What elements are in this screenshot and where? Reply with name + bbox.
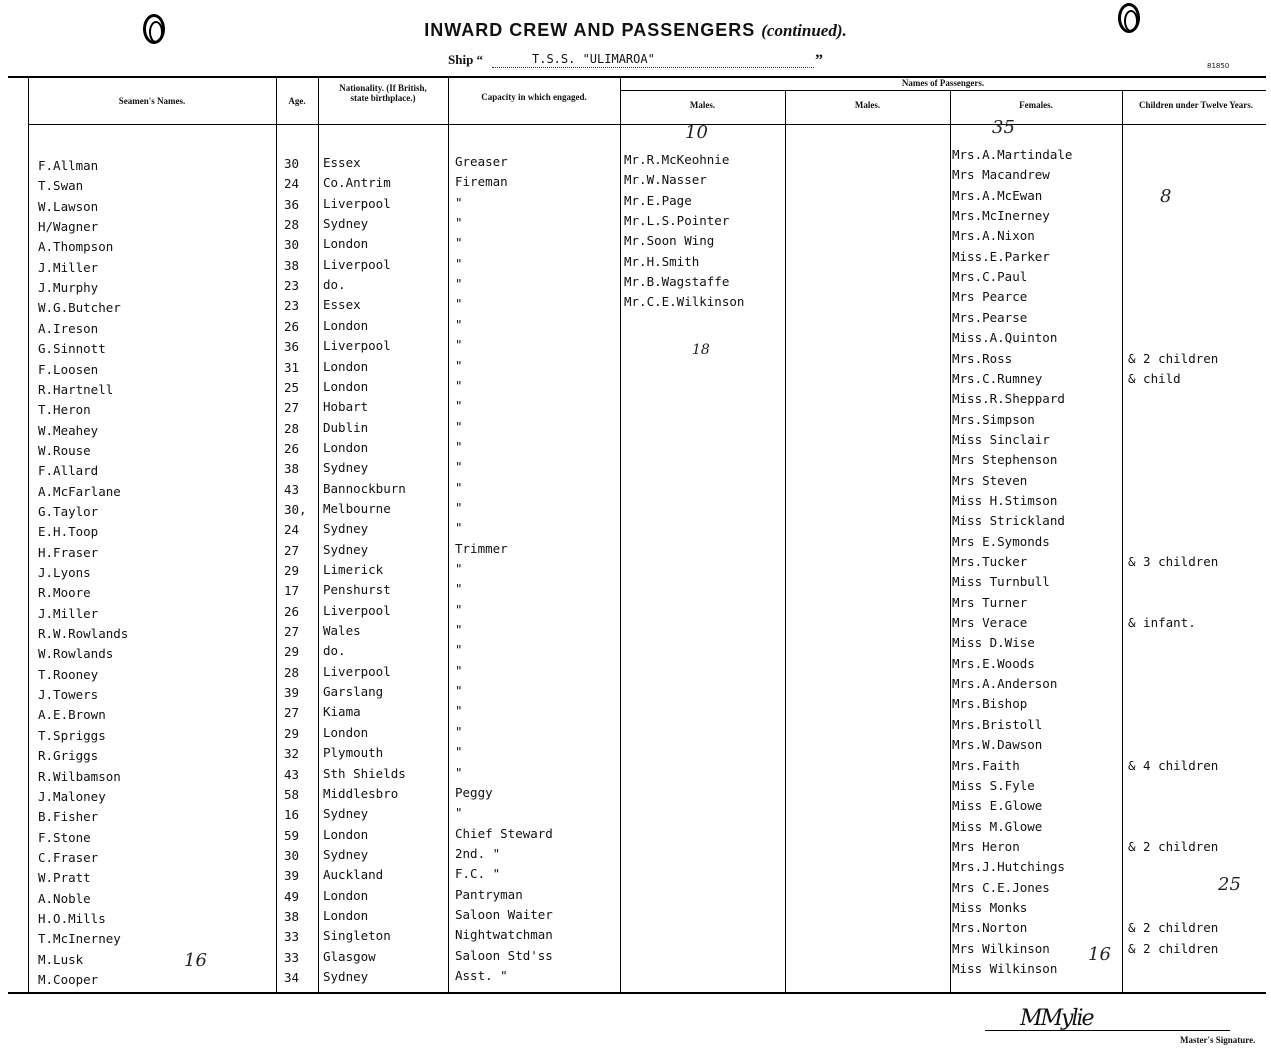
crew-age: 43 xyxy=(284,766,300,782)
pencil-crew-bottom: 16 xyxy=(184,950,207,971)
crew-age: 29 xyxy=(284,725,300,741)
male-passenger: Mr.R.McKeohnie xyxy=(624,152,730,167)
female-passenger: Miss Sinclair xyxy=(952,431,1050,447)
crew-age: 34 xyxy=(284,970,300,985)
crew-name: F.Loosen xyxy=(38,361,99,377)
crew-name: M.Cooper xyxy=(38,972,99,987)
crew-nationality: Hobart xyxy=(323,399,369,415)
header-nationality: Nationality. (If British, state birthplace.) xyxy=(339,83,427,103)
crew-nationality: London xyxy=(323,236,369,252)
crew-nationality: London xyxy=(323,317,369,333)
signature-label: Master's Signature. xyxy=(1180,1035,1256,1045)
crew-nationality: Sydney xyxy=(323,216,369,232)
crew-name: R.Wilbamson xyxy=(38,768,121,784)
crew-nationality: Co.Antrim xyxy=(323,175,391,191)
crew-age: 24 xyxy=(284,176,300,192)
master-signature: MMylie xyxy=(1020,1006,1093,1031)
ship-label: Ship “ xyxy=(448,52,484,67)
crew-name: R.Griggs xyxy=(38,748,99,764)
crew-nationality: Sydney xyxy=(323,521,369,537)
crew-name: J.Miller xyxy=(38,259,99,275)
crew-age: 30, xyxy=(284,501,307,517)
crew-name: J.Maloney xyxy=(38,788,106,804)
children-note: & 2 children xyxy=(1128,940,1219,956)
crew-nationality: Liverpool xyxy=(323,338,391,354)
children-note: & 2 children xyxy=(1128,838,1219,854)
male-passenger: Mr.Soon Wing xyxy=(624,233,715,249)
crew-nationality: London xyxy=(323,378,369,394)
crew-capacity: " xyxy=(455,642,463,658)
crew-capacity: " xyxy=(455,418,463,434)
children-note: & 2 children xyxy=(1128,350,1219,366)
male-passenger: Mr.C.E.Wilkinson xyxy=(624,294,745,310)
crew-capacity: Chief Steward xyxy=(455,825,553,841)
crew-capacity: " xyxy=(455,438,463,454)
crew-age: 36 xyxy=(284,339,300,355)
crew-name: F.Allman xyxy=(38,158,99,173)
female-passenger: Miss H.Stimson xyxy=(952,492,1058,508)
children-note: & 4 children xyxy=(1128,757,1219,773)
crew-name: F.Stone xyxy=(38,829,91,845)
crew-capacity: " xyxy=(455,255,463,271)
female-passenger: Mrs.A.Martindale xyxy=(952,147,1073,162)
crew-age: 39 xyxy=(284,685,300,701)
header-passengers: Names of Passengers. xyxy=(901,78,985,88)
crew-capacity: " xyxy=(455,235,463,251)
page-title xyxy=(0,20,1271,41)
female-passenger: Miss Turnbull xyxy=(952,574,1050,590)
crew-capacity: " xyxy=(455,581,463,597)
crew-capacity: Trimmer xyxy=(455,540,508,556)
crew-nationality: Sydney xyxy=(323,969,369,984)
female-passenger: Mrs.Tucker xyxy=(952,554,1028,569)
female-passenger: Mrs Heron xyxy=(952,838,1020,854)
crew-nationality: Garslang xyxy=(323,684,384,700)
crew-capacity: " xyxy=(455,296,463,312)
crew-capacity: Fireman xyxy=(455,174,508,190)
crew-age: 38 xyxy=(284,461,300,477)
crew-name: R.W.Rowlands xyxy=(38,626,129,642)
crew-name: A.Noble xyxy=(38,890,91,906)
crew-capacity: " xyxy=(455,377,463,393)
crew-name: J.Towers xyxy=(38,687,99,703)
female-passenger: Miss Strickland xyxy=(952,513,1065,529)
crew-capacity: Saloon Waiter xyxy=(455,906,553,922)
crew-capacity: Greaser xyxy=(455,154,508,169)
crew-name: W.Rouse xyxy=(38,442,91,458)
female-passenger: Mrs.E.Woods xyxy=(952,655,1035,671)
male-passenger: Mr.L.S.Pointer xyxy=(624,213,730,229)
crew-capacity: " xyxy=(455,744,463,760)
crew-age: 58 xyxy=(284,786,300,802)
crew-name: W.G.Butcher xyxy=(38,300,121,316)
crew-age: 38 xyxy=(284,257,300,273)
crew-age: 30 xyxy=(284,156,300,171)
pencil-mid-count: 18 xyxy=(692,342,710,358)
female-passenger: Mrs Wilkinson xyxy=(952,940,1050,956)
crew-capacity: " xyxy=(455,276,463,292)
header-capacity: Capacity in which engaged. xyxy=(481,92,587,102)
crew-name: T.Swan xyxy=(38,178,84,194)
crew-nationality: Liverpool xyxy=(323,195,391,211)
crew-capacity: F.C. " xyxy=(455,866,501,882)
crew-capacity: " xyxy=(455,316,463,332)
female-passenger: Mrs.Bishop xyxy=(952,696,1028,712)
crew-name: W.Rowlands xyxy=(38,646,114,662)
crew-age: 38 xyxy=(284,908,300,924)
crew-capacity: " xyxy=(455,337,463,353)
crew-nationality: Middlesbro xyxy=(323,785,399,801)
crew-age: 29 xyxy=(284,644,300,660)
crew-capacity: " xyxy=(455,479,463,495)
crew-capacity: " xyxy=(455,683,463,699)
female-passenger: Mrs.Simpson xyxy=(952,411,1035,427)
crew-age: 36 xyxy=(284,196,300,212)
crew-name: J.Lyons xyxy=(38,565,91,580)
crew-capacity: " xyxy=(455,499,463,515)
title-suffix: (continued). xyxy=(761,21,847,40)
male-passenger: Mr.H.Smith xyxy=(624,253,700,269)
female-passenger: Miss D.Wise xyxy=(952,635,1035,651)
crew-name: A.McFarlane xyxy=(38,483,121,499)
crew-nationality: London xyxy=(323,439,369,455)
crew-age: 24 xyxy=(284,522,300,538)
crew-age: 26 xyxy=(284,603,300,619)
female-passenger: Mrs.A.Anderson xyxy=(952,676,1058,692)
female-passenger: Miss E.Glowe xyxy=(952,798,1043,814)
crew-name: C.Fraser xyxy=(38,849,99,865)
header-males-2: Males. xyxy=(854,100,881,110)
pencil-females-count: 35 xyxy=(992,117,1015,138)
female-passenger: Mrs Pearce xyxy=(952,289,1028,305)
female-passenger: Mrs C.E.Jones xyxy=(952,879,1050,895)
crew-age: 33 xyxy=(284,949,300,965)
crew-nationality: London xyxy=(323,887,369,903)
crew-capacity: " xyxy=(455,764,463,780)
crew-name: H/Wagner xyxy=(38,219,99,235)
crew-capacity: " xyxy=(455,520,463,536)
ship-close: ” xyxy=(815,52,823,69)
female-passenger: Mrs.Ross xyxy=(952,350,1013,366)
crew-capacity: " xyxy=(455,622,463,638)
crew-capacity: Peggy xyxy=(455,784,493,800)
crew-name: A.E.Brown xyxy=(38,707,106,723)
male-passenger: Mr.W.Nasser xyxy=(624,172,707,188)
female-passenger: Mrs Verace xyxy=(952,615,1028,631)
pencil-children-count: 8 xyxy=(1160,186,1172,207)
female-passenger: Mrs.J.Hutchings xyxy=(952,859,1065,875)
crew-nationality: do. xyxy=(323,643,346,659)
female-passenger: Mrs Macandrew xyxy=(952,167,1050,183)
crew-age: 17 xyxy=(284,583,300,599)
pencil-females-bottom: 25 xyxy=(1218,874,1241,895)
crew-name: H.Fraser xyxy=(38,544,99,560)
female-passenger: Mrs.A.Nixon xyxy=(952,228,1035,244)
signature-line xyxy=(985,1030,1230,1031)
crew-age: 28 xyxy=(284,420,300,436)
crew-age: 16 xyxy=(284,807,300,823)
crew-capacity: Pantryman xyxy=(455,886,523,902)
crew-nationality: Auckland xyxy=(323,867,384,883)
crew-nationality: Sydney xyxy=(323,806,369,822)
crew-nationality: Plymouth xyxy=(323,745,384,761)
crew-age: 27 xyxy=(284,624,300,640)
male-passenger: Mr.E.Page xyxy=(624,192,692,208)
crew-capacity: " xyxy=(455,459,463,475)
crew-age: 30 xyxy=(284,847,300,863)
crew-nationality: Wales xyxy=(323,623,361,639)
female-passenger: Mrs E.Symonds xyxy=(952,533,1050,549)
crew-capacity: Asst. " xyxy=(455,968,508,983)
crew-capacity: 2nd. " xyxy=(455,845,501,861)
pencil-females-last: 16 xyxy=(1088,944,1111,965)
crew-age: 26 xyxy=(284,440,300,456)
header-females: Females. xyxy=(1019,100,1053,110)
female-passenger: Mrs.Bristoll xyxy=(952,716,1043,732)
crew-name: R.Moore xyxy=(38,585,91,601)
crew-name: F.Allard xyxy=(38,463,99,479)
crew-age: 30 xyxy=(284,237,300,253)
crew-name: G.Sinnott xyxy=(38,341,106,357)
crew-name: E.H.Toop xyxy=(38,524,99,540)
crew-nationality: Penshurst xyxy=(323,582,391,598)
crew-name: B.Fisher xyxy=(38,809,99,825)
crew-age: 25 xyxy=(284,379,300,395)
crew-nationality: Glasgow xyxy=(323,948,376,964)
crew-name: W.Lawson xyxy=(38,198,99,214)
female-passenger: Mrs Steven xyxy=(952,472,1028,488)
crew-nationality: Melbourne xyxy=(323,500,391,516)
crew-nationality: London xyxy=(323,724,369,740)
children-note: & 2 children xyxy=(1128,920,1219,936)
crew-age: 49 xyxy=(284,888,300,904)
crew-nationality: Sydney xyxy=(323,846,369,862)
female-passenger: Miss S.Fyle xyxy=(952,777,1035,793)
crew-age: 43 xyxy=(284,481,300,497)
crew-name: W.Pratt xyxy=(38,870,91,886)
crew-capacity: " xyxy=(455,194,463,210)
female-passenger: Mrs.W.Dawson xyxy=(952,737,1043,753)
pencil-males-count: 10 xyxy=(685,122,708,143)
crew-nationality: Sydney xyxy=(323,460,369,476)
crew-nationality: Essex xyxy=(323,297,361,313)
crew-age: 31 xyxy=(284,359,300,375)
crew-capacity: " xyxy=(455,723,463,739)
crew-capacity: " xyxy=(455,398,463,414)
female-passenger: Mrs.Pearse xyxy=(952,309,1028,325)
crew-nationality: do. xyxy=(323,277,346,293)
crew-nationality: Sydney xyxy=(323,541,369,557)
crew-name: T.Heron xyxy=(38,402,91,418)
header-age: Age. xyxy=(288,96,306,106)
female-passenger: Mrs Stephenson xyxy=(952,452,1058,468)
female-passenger: Mrs.C.Paul xyxy=(952,269,1028,285)
crew-age: 27 xyxy=(284,542,300,558)
crew-nationality: Singleton xyxy=(323,928,391,944)
crew-age: 27 xyxy=(284,705,300,721)
crew-nationality: London xyxy=(323,358,369,374)
crew-nationality: Sth Shields xyxy=(323,765,406,781)
crew-capacity: " xyxy=(455,662,463,678)
crew-capacity: Nightwatchman xyxy=(455,927,553,943)
crew-name: H.O.Mills xyxy=(38,910,106,926)
crew-name: T.Spriggs xyxy=(38,727,106,743)
crew-capacity: " xyxy=(455,601,463,617)
crew-nationality: Kiama xyxy=(323,704,361,720)
female-passenger: Mrs.McInerney xyxy=(952,208,1050,224)
crew-name: A.Ireson xyxy=(38,320,99,336)
crew-capacity: Saloon Std'ss xyxy=(455,947,553,963)
female-passenger: Miss.A.Quinton xyxy=(952,330,1058,346)
crew-name: W.Meahey xyxy=(38,422,99,438)
female-passenger: Mrs.A.McEwan xyxy=(952,187,1043,203)
crew-nationality: Essex xyxy=(323,155,361,170)
crew-name: R.Hartnell xyxy=(38,381,114,397)
crew-nationality: Liverpool xyxy=(323,602,391,618)
form-number: 81850 xyxy=(1207,62,1230,70)
ship-name: T.S.S. "ULIMAROA" xyxy=(492,52,814,68)
children-note: & infant. xyxy=(1128,615,1196,631)
female-passenger: Miss M.Glowe xyxy=(952,818,1043,834)
female-passenger: Mrs.Norton xyxy=(952,920,1028,936)
crew-name: J.Miller xyxy=(38,605,99,621)
crew-age: 33 xyxy=(284,929,300,945)
crew-age: 32 xyxy=(284,746,300,762)
crew-name: A.Thompson xyxy=(38,239,114,255)
female-passenger: Mrs.C.Rumney xyxy=(952,370,1043,386)
crew-name: J.Murphy xyxy=(38,280,99,296)
female-passenger: Mrs.Faith xyxy=(952,757,1020,773)
female-passenger: Miss.R.Sheppard xyxy=(952,391,1065,407)
female-passenger: Miss Monks xyxy=(952,899,1028,915)
header-seamen: Seamen's Names. xyxy=(118,96,186,106)
crew-age: 59 xyxy=(284,827,300,843)
children-note: & child xyxy=(1128,370,1181,386)
crew-age: 28 xyxy=(284,217,300,233)
female-passenger: Miss Wilkinson xyxy=(952,961,1058,976)
crew-age: 27 xyxy=(284,400,300,416)
crew-age: 23 xyxy=(284,278,300,294)
crew-name: T.McInerney xyxy=(38,931,121,947)
crew-age: 23 xyxy=(284,298,300,314)
crew-nationality: London xyxy=(323,907,369,923)
title-text: INWARD CREW AND PASSENGERS xyxy=(424,20,756,40)
female-passenger: Mrs Turner xyxy=(952,594,1028,610)
header-children: Children under Twelve Years. xyxy=(1138,100,1253,110)
crew-name: T.Rooney xyxy=(38,666,99,682)
crew-nationality: Limerick xyxy=(323,562,384,577)
female-passenger: Miss.E.Parker xyxy=(952,248,1050,264)
children-note: & 3 children xyxy=(1128,554,1219,569)
crew-capacity: " xyxy=(455,805,463,821)
crew-age: 28 xyxy=(284,664,300,680)
header-males-1: Males. xyxy=(689,100,716,110)
crew-capacity: " xyxy=(455,215,463,231)
crew-name: M.Lusk xyxy=(38,951,84,967)
crew-nationality: London xyxy=(323,826,369,842)
crew-name: G.Taylor xyxy=(38,503,99,519)
crew-capacity: " xyxy=(455,561,463,576)
crew-nationality: Liverpool xyxy=(323,256,391,272)
crew-nationality: Dublin xyxy=(323,419,369,435)
crew-age: 26 xyxy=(284,318,300,334)
male-passenger: Mr.B.Wagstaffe xyxy=(624,274,730,290)
crew-nationality: Liverpool xyxy=(323,663,391,679)
crew-capacity: " xyxy=(455,703,463,719)
crew-age: 39 xyxy=(284,868,300,884)
crew-capacity: " xyxy=(455,357,463,373)
crew-age: 29 xyxy=(284,563,300,578)
crew-nationality: Bannockburn xyxy=(323,480,406,496)
